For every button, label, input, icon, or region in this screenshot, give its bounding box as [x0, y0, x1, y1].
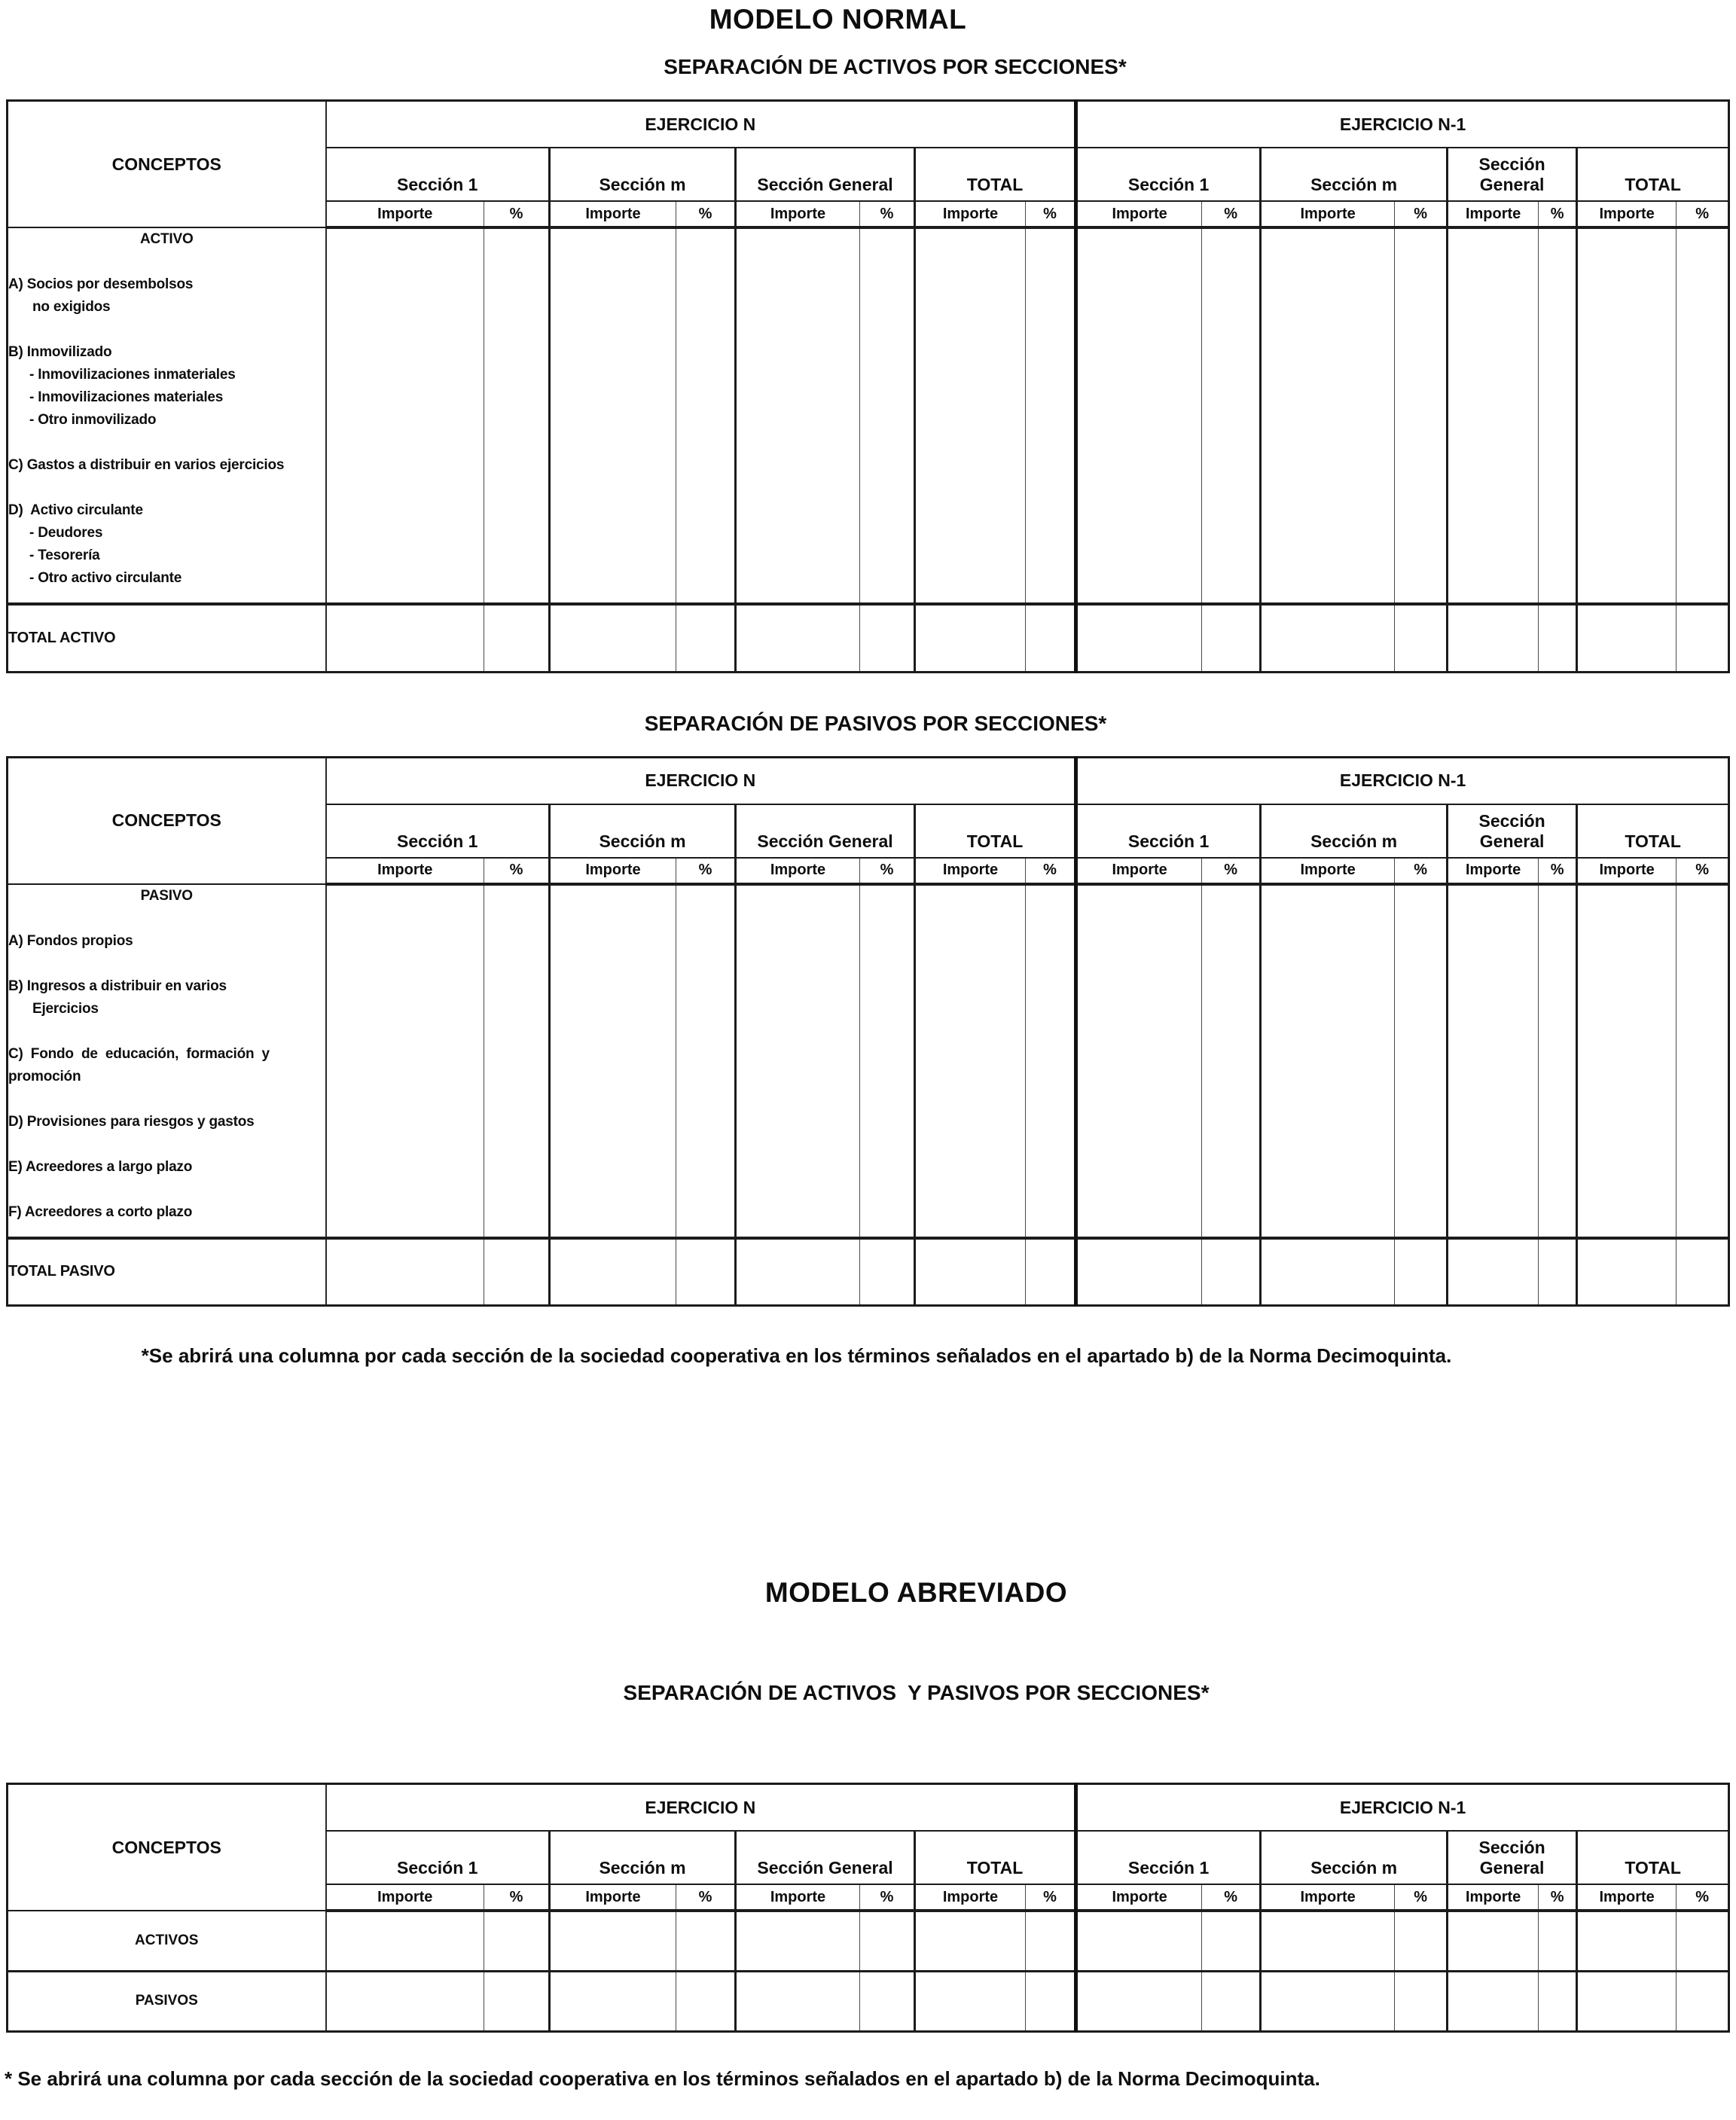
data-cell — [1677, 1911, 1729, 1971]
data-cell — [1677, 227, 1729, 604]
period-header-cell: EJERCICIO N-1 — [1076, 757, 1729, 804]
percent-header-cell: % — [1677, 201, 1729, 227]
importe-header-cell: Importe — [1448, 201, 1539, 227]
data-cell — [860, 227, 915, 604]
concept-line: A) Socios por desembolsos — [8, 276, 194, 292]
section-header-cell: TOTAL — [1577, 804, 1729, 858]
concept-line: C) Gastos a distribuir en varios ejercicios — [8, 457, 285, 473]
total-label-cell: TOTAL PASIVO — [8, 1238, 326, 1306]
data-cell — [736, 227, 860, 604]
conceptos-cell — [8, 884, 326, 1238]
data-cell — [1539, 1911, 1577, 1971]
percent-header-cell: % — [1026, 201, 1076, 227]
percent-header-cell: % — [484, 858, 550, 884]
data-cell — [484, 227, 550, 604]
data-cell — [736, 1911, 860, 1971]
header-period-row — [8, 101, 1729, 148]
section-header-cell: Sección General — [736, 1831, 915, 1884]
pasivos-table-title: SEPARACIÓN DE PASIVOS POR SECCIONES* — [644, 711, 1107, 735]
data-cell — [550, 1971, 676, 2031]
data-cell — [1448, 1238, 1539, 1306]
row-label-cell: ACTIVOS — [8, 1911, 326, 1971]
data-cell — [676, 1238, 736, 1306]
data-cell — [1539, 1971, 1577, 2031]
importe-header-cell: Importe — [1076, 858, 1202, 884]
importe-header-cell: Importe — [326, 858, 484, 884]
section-header-cell: Sección m — [550, 804, 736, 858]
data-cell — [326, 884, 484, 1238]
period-header-cell: EJERCICIO N — [326, 1784, 1076, 1832]
data-cell — [1677, 604, 1729, 672]
importe-header-cell: Importe — [1261, 1884, 1395, 1911]
percent-header-cell: % — [676, 858, 736, 884]
data-cell — [1577, 1971, 1677, 2031]
data-cell — [1261, 227, 1395, 604]
section-header-cell: Sección 1 — [326, 148, 550, 201]
concept-line: Ejercicios — [32, 1000, 99, 1017]
concept-line: - Inmovilizaciones materiales — [29, 389, 224, 405]
data-cell — [1577, 604, 1677, 672]
section-header-cell: Sección General — [736, 148, 915, 201]
data-cell — [1261, 884, 1395, 1238]
importe-header-cell: Importe — [1448, 1884, 1539, 1911]
data-cell — [1076, 1911, 1202, 1971]
section-header-cell: TOTAL — [1577, 1831, 1729, 1884]
data-cell — [1202, 884, 1261, 1238]
section-header-cell: Sección General — [1448, 804, 1577, 858]
section-header-cell: Sección m — [1261, 1831, 1448, 1884]
data-cell — [1202, 1911, 1261, 1971]
importe-header-cell: Importe — [1261, 858, 1395, 884]
data-cell — [1261, 604, 1395, 672]
data-cell — [1026, 1971, 1076, 2031]
data-cell — [736, 604, 860, 672]
data-cell — [1577, 884, 1677, 1238]
percent-header-cell: % — [484, 1884, 550, 1911]
data-cell — [915, 604, 1026, 672]
data-cell — [676, 884, 736, 1238]
data-cell — [1026, 604, 1076, 672]
table-header — [8, 1784, 1729, 1911]
percent-header-cell: % — [1202, 201, 1261, 227]
normal-model-footnote: *Se abrirá una columna por cada sección de la sociedad cooperativa en los términos señalados en el apartado b) de la Norma Decimoquinta. — [141, 1344, 1452, 1367]
data-cell — [1677, 1238, 1729, 1306]
concept-line: - Otro activo circulante — [29, 570, 182, 586]
importe-header-cell: Importe — [915, 1884, 1026, 1911]
data-cell — [1026, 227, 1076, 604]
concept-line: - Otro inmovilizado — [29, 412, 157, 428]
percent-header-cell: % — [860, 1884, 915, 1911]
section-header-cell: Sección m — [1261, 804, 1448, 858]
concept-line: D) Provisiones para riesgos y gastos — [8, 1113, 255, 1130]
data-cell — [326, 1911, 484, 1971]
importe-header-cell: Importe — [736, 201, 860, 227]
section-header-cell: Sección 1 — [1076, 1831, 1261, 1884]
percent-header-cell: % — [860, 858, 915, 884]
data-cell — [1026, 1238, 1076, 1306]
importe-header-cell: Importe — [1448, 858, 1539, 884]
data-cell — [1202, 1238, 1261, 1306]
section-header-cell: Sección 1 — [326, 1831, 550, 1884]
concept-line: A) Fondos propios — [8, 932, 133, 949]
concept-line: promoción — [8, 1068, 81, 1084]
data-cell — [550, 1911, 676, 1971]
data-cell — [915, 227, 1026, 604]
data-cell — [1448, 604, 1539, 672]
data-cell — [676, 1911, 736, 1971]
data-cell — [915, 1971, 1026, 2031]
data-cell — [676, 227, 736, 604]
percent-header-cell: % — [1395, 858, 1448, 884]
data-cell — [1076, 227, 1202, 604]
importe-header-cell: Importe — [326, 201, 484, 227]
data-cell — [860, 884, 915, 1238]
percent-header-cell: % — [1539, 1884, 1577, 1911]
data-cell — [550, 227, 676, 604]
header-period-row — [8, 1784, 1729, 1832]
data-cell — [550, 604, 676, 672]
table-body — [8, 884, 1729, 1306]
section-header-cell: TOTAL — [915, 148, 1076, 201]
data-cell — [1202, 604, 1261, 672]
section-header-cell: Sección m — [550, 148, 736, 201]
data-cell — [550, 1238, 676, 1306]
table-row — [8, 1971, 1729, 2031]
importe-header-cell: Importe — [326, 1884, 484, 1911]
pasivos-table-container — [0, 756, 1736, 1307]
percent-header-cell: % — [1202, 858, 1261, 884]
importe-header-cell: Importe — [1577, 858, 1677, 884]
data-cell — [1395, 884, 1448, 1238]
section-header-cell: Sección m — [1261, 148, 1448, 201]
table-row — [8, 1911, 1729, 1971]
data-cell — [860, 604, 915, 672]
conceptos-header-cell: CONCEPTOS — [8, 757, 326, 884]
concept-line: F) Acreedores a corto plazo — [8, 1203, 193, 1220]
period-header-cell: EJERCICIO N-1 — [1076, 101, 1729, 148]
data-cell — [915, 1911, 1026, 1971]
data-cell — [915, 1238, 1026, 1306]
data-cell — [1261, 1238, 1395, 1306]
importe-header-cell: Importe — [550, 1884, 676, 1911]
data-cell — [1539, 884, 1577, 1238]
percent-header-cell: % — [1539, 201, 1577, 227]
data-cell — [1448, 1971, 1539, 2031]
data-cell — [1395, 1238, 1448, 1306]
table-body — [8, 227, 1729, 672]
data-cell — [484, 1971, 550, 2031]
data-cell — [1026, 884, 1076, 1238]
data-cell — [326, 227, 484, 604]
total-row — [8, 604, 1729, 672]
data-cell — [1261, 1911, 1395, 1971]
table-body — [8, 1911, 1729, 2031]
data-cell — [676, 1971, 736, 2031]
data-cell — [736, 1971, 860, 2031]
activos-normal-table — [6, 99, 1730, 673]
data-cell — [1076, 884, 1202, 1238]
conceptos-header-cell: CONCEPTOS — [8, 1784, 326, 1911]
percent-header-cell: % — [1677, 858, 1729, 884]
concept-line: B) Ingresos a distribuir en varios — [8, 978, 227, 994]
modelo-normal-title: MODELO NORMAL — [709, 4, 967, 35]
concepts-data-row — [8, 884, 1729, 1238]
importe-header-cell: Importe — [736, 858, 860, 884]
data-cell — [326, 604, 484, 672]
data-cell — [1448, 227, 1539, 604]
section-header-cell: Sección 1 — [326, 804, 550, 858]
data-cell — [676, 604, 736, 672]
data-cell — [736, 1238, 860, 1306]
period-header-cell: EJERCICIO N — [326, 101, 1076, 148]
data-cell — [1448, 884, 1539, 1238]
conceptos-cell — [8, 227, 326, 604]
section-header-cell: Sección General — [736, 804, 915, 858]
data-cell — [1539, 1238, 1577, 1306]
abreviado-model-footnote: * Se abrirá una columna por cada sección de la sociedad cooperativa en los términos señalados en el apartado b) de la Norma Decimoquinta. — [5, 2067, 1320, 2090]
concept-line: E) Acreedores a largo plazo — [8, 1158, 193, 1175]
data-cell — [1395, 1971, 1448, 2031]
data-cell — [484, 1238, 550, 1306]
importe-header-cell: Importe — [1577, 1884, 1677, 1911]
data-cell — [1577, 1238, 1677, 1306]
concepts-data-row — [8, 227, 1729, 604]
data-cell — [1076, 1238, 1202, 1306]
section-header-cell: Sección m — [550, 1831, 736, 1884]
data-cell — [1448, 1911, 1539, 1971]
data-cell — [1395, 604, 1448, 672]
percent-header-cell: % — [1026, 1884, 1076, 1911]
data-cell — [1395, 1911, 1448, 1971]
importe-header-cell: Importe — [1261, 201, 1395, 227]
modelo-abreviado-title: MODELO ABREVIADO — [764, 1577, 1068, 1608]
data-cell — [1395, 227, 1448, 604]
concept-line: - Tesorería — [29, 548, 100, 563]
percent-header-cell: % — [860, 201, 915, 227]
abreviado-table-container — [0, 1783, 1736, 2033]
data-cell — [915, 884, 1026, 1238]
data-cell — [1202, 227, 1261, 604]
concept-line: - Inmovilizaciones inmateriales — [29, 367, 236, 383]
percent-header-cell: % — [1026, 858, 1076, 884]
row-label-cell: PASIVOS — [135, 1993, 198, 2009]
total-label-cell: TOTAL ACTIVO — [8, 604, 326, 672]
pasivos-normal-table — [6, 756, 1730, 1307]
importe-header-cell: Importe — [1577, 201, 1677, 227]
concept-line: C) Fondo de educación, formación y — [8, 1045, 270, 1062]
section-header-cell: Sección 1 — [1076, 148, 1261, 201]
percent-header-cell: % — [1677, 1884, 1729, 1911]
data-cell — [326, 1238, 484, 1306]
section-header-cell: TOTAL — [1577, 148, 1729, 201]
abreviado-table-title: SEPARACIÓN DE ACTIVOS Y PASIVOS POR SECCIONES* — [623, 1681, 1210, 1704]
data-cell — [484, 604, 550, 672]
data-cell — [1539, 227, 1577, 604]
importe-header-cell: Importe — [1076, 201, 1202, 227]
data-cell — [1539, 604, 1577, 672]
importe-header-cell: Importe — [1076, 1884, 1202, 1911]
percent-header-cell: % — [1539, 858, 1577, 884]
concept-line: ACTIVO — [139, 231, 194, 247]
percent-header-cell: % — [484, 201, 550, 227]
percent-header-cell: % — [1395, 201, 1448, 227]
section-header-cell: Sección General — [1448, 1831, 1577, 1884]
section-header-cell: TOTAL — [915, 1831, 1076, 1884]
data-cell — [1577, 1911, 1677, 1971]
importe-header-cell: Importe — [915, 858, 1026, 884]
data-cell — [1026, 1911, 1076, 1971]
concept-line: no exigidos — [32, 299, 111, 315]
table-header — [8, 757, 1729, 884]
data-cell — [1677, 1971, 1729, 2031]
section-header-cell: Sección 1 — [1076, 804, 1261, 858]
activos-table-container — [0, 99, 1736, 673]
activos-table-title: SEPARACIÓN DE ACTIVOS POR SECCIONES* — [664, 55, 1127, 78]
total-row — [8, 1238, 1729, 1306]
data-cell — [550, 884, 676, 1238]
percent-header-cell: % — [676, 1884, 736, 1911]
period-header-cell: EJERCICIO N — [326, 757, 1076, 804]
data-cell — [1577, 227, 1677, 604]
data-cell — [484, 1911, 550, 1971]
importe-header-cell: Importe — [736, 1884, 860, 1911]
data-cell — [736, 884, 860, 1238]
concept-line: D) Activo circulante — [8, 502, 143, 518]
percent-header-cell: % — [676, 201, 736, 227]
percent-header-cell: % — [1202, 1884, 1261, 1911]
conceptos-header-cell: CONCEPTOS — [8, 101, 326, 228]
data-cell — [860, 1971, 915, 2031]
importe-header-cell: Importe — [550, 201, 676, 227]
importe-header-cell: Importe — [550, 858, 676, 884]
data-cell — [326, 1971, 484, 2031]
data-cell — [1261, 1971, 1395, 2031]
data-cell — [860, 1238, 915, 1306]
data-cell — [484, 884, 550, 1238]
data-cell — [1076, 1971, 1202, 2031]
concept-line: B) Inmovilizado — [8, 344, 112, 360]
data-cell — [1076, 604, 1202, 672]
data-cell — [860, 1911, 915, 1971]
concept-line: - Deudores — [29, 525, 103, 541]
percent-header-cell: % — [1395, 1884, 1448, 1911]
data-cell — [1202, 1971, 1261, 2031]
concept-line: PASIVO — [140, 887, 193, 904]
data-cell — [1677, 884, 1729, 1238]
abreviado-table — [6, 1783, 1730, 2033]
importe-header-cell: Importe — [915, 201, 1026, 227]
section-header-cell: TOTAL — [915, 804, 1076, 858]
header-period-row — [8, 757, 1729, 804]
section-header-cell: Sección General — [1448, 148, 1577, 201]
table-header — [8, 101, 1729, 228]
period-header-cell: EJERCICIO N-1 — [1076, 1784, 1729, 1832]
